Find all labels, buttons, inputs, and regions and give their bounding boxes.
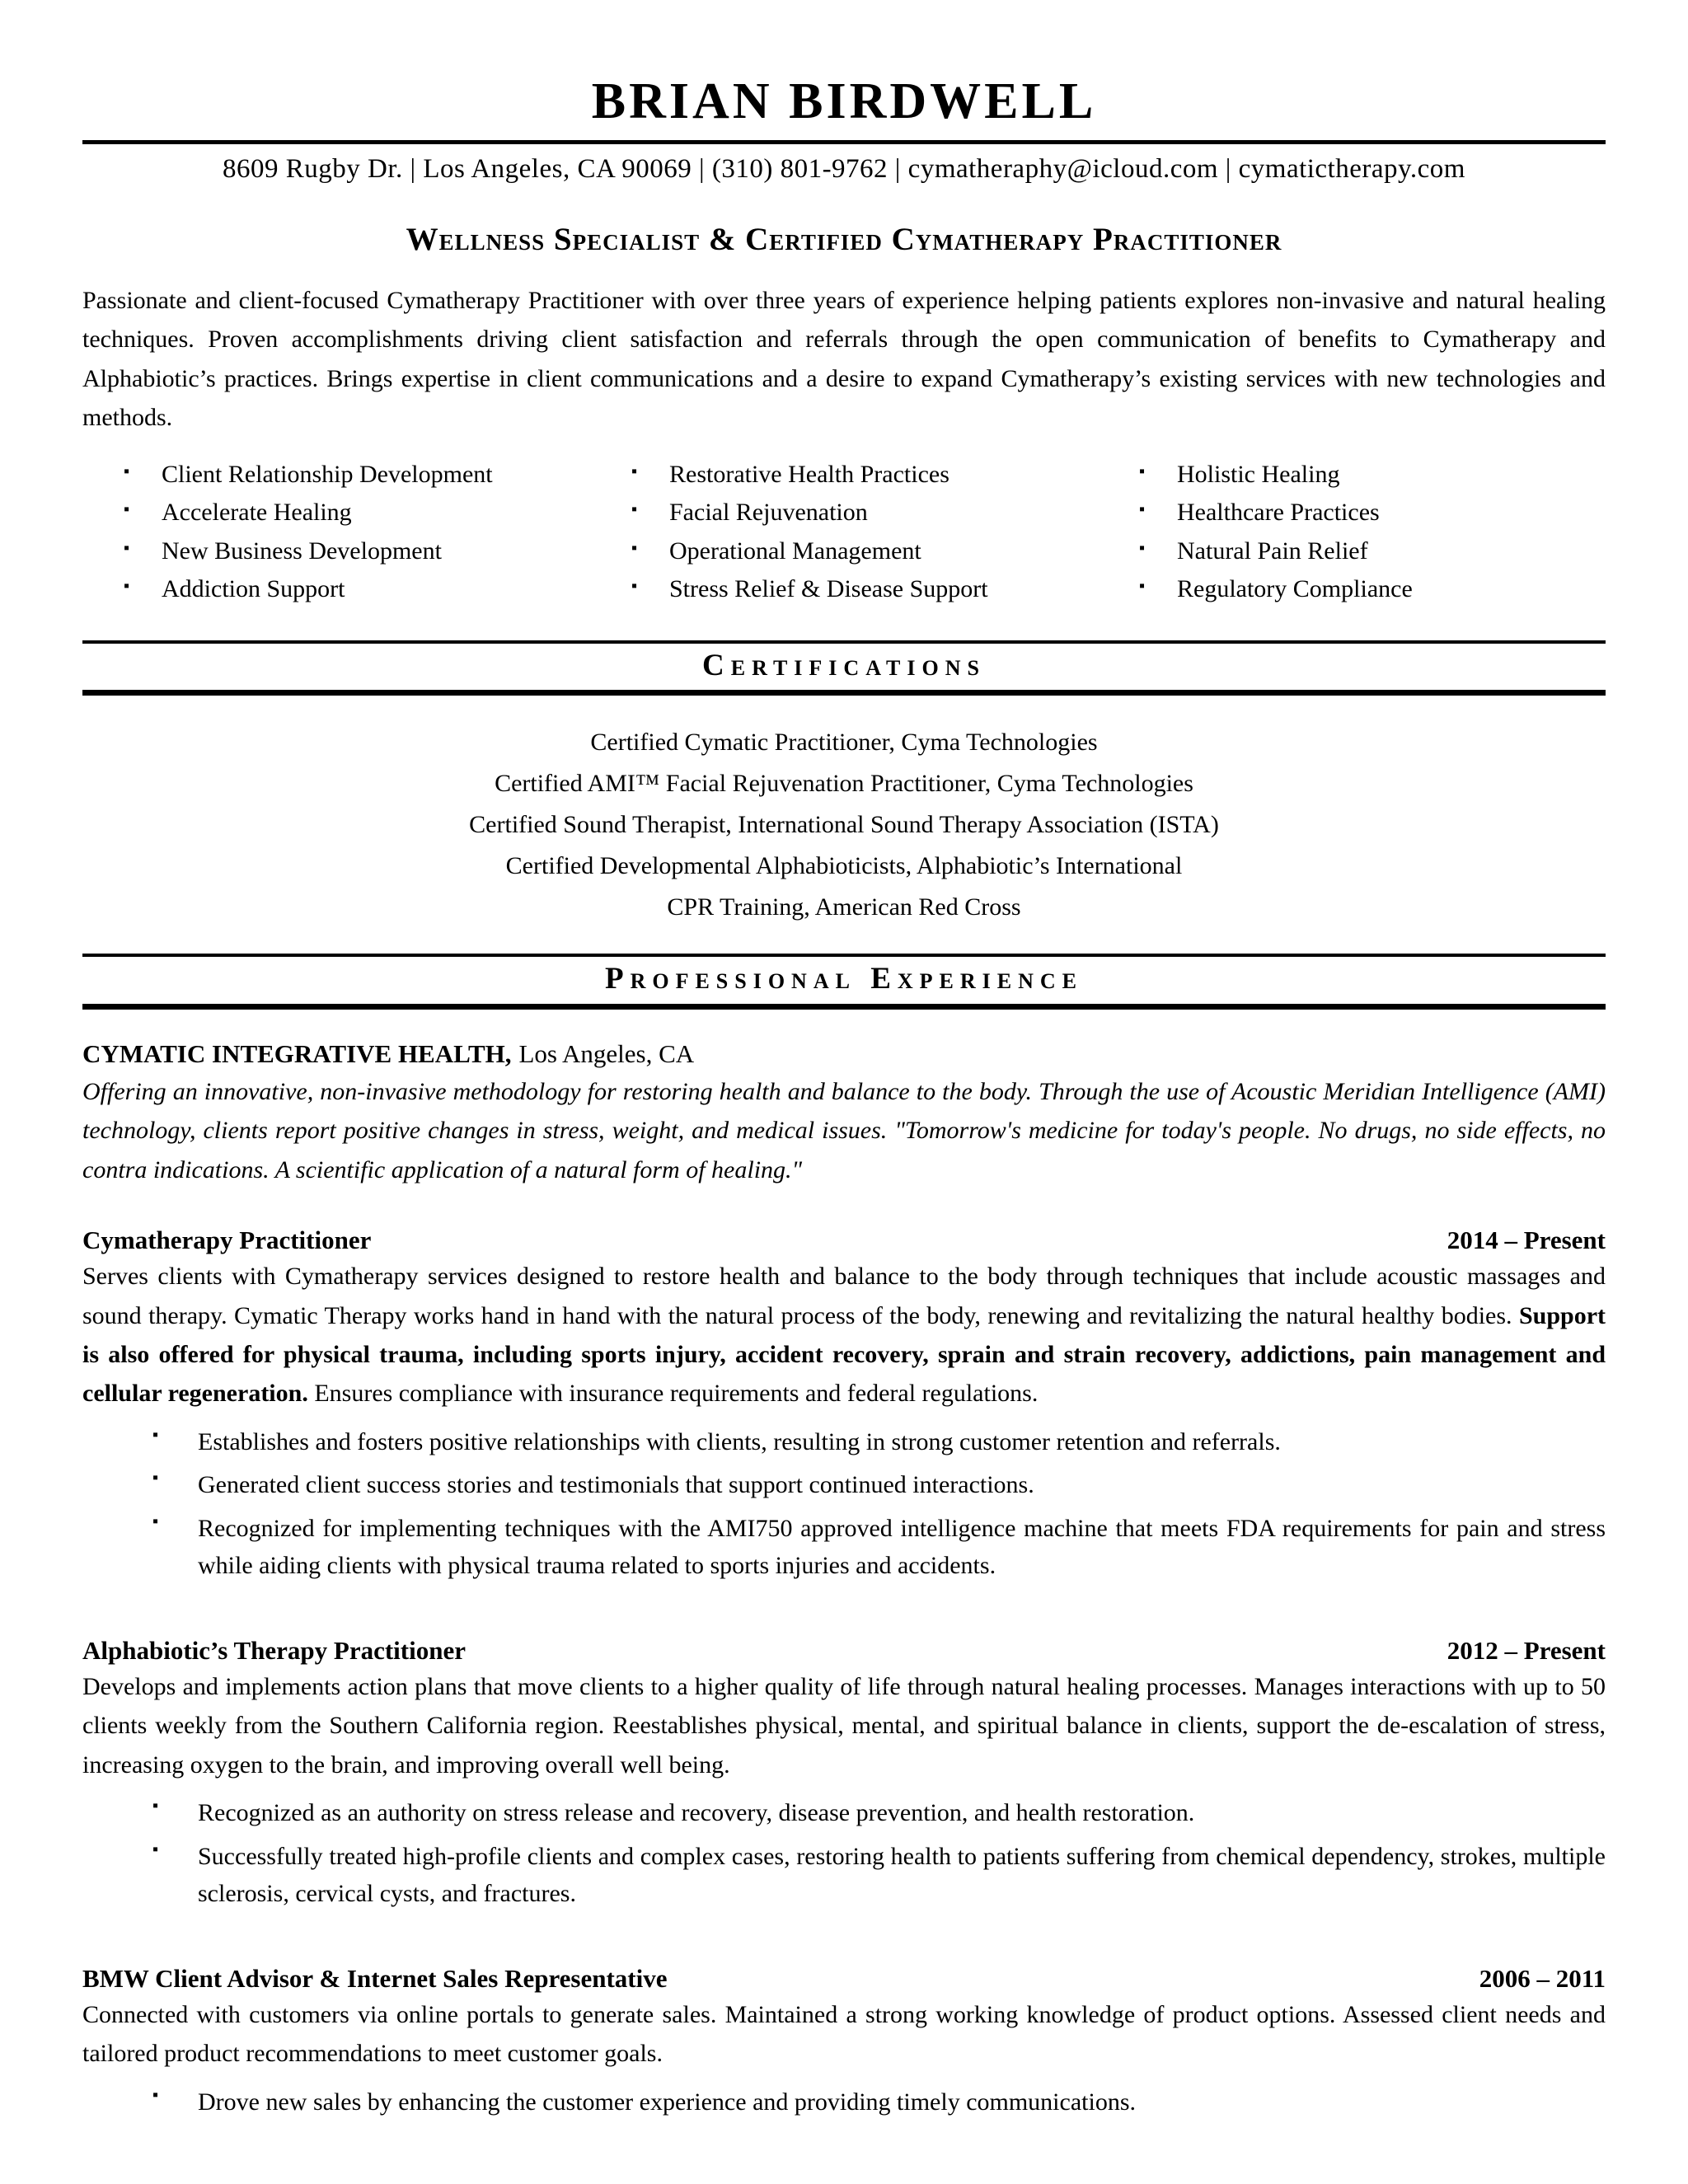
experience-section-header xyxy=(82,954,1606,1010)
certification-item: CPR Training, American Red Cross xyxy=(667,893,1021,921)
skill-label: Regulatory Compliance xyxy=(1177,575,1413,603)
job-dates: 2014 – Present xyxy=(1447,1226,1606,1255)
company-description: Offering an innovative, non-invasive methodology for restoring health and balance to the body. Through the use of Acoustic Meridian Intelligence (AMI) technology, clients report positive changes in stress, weight, and medical issues. "Tomorrow's medicine for today's people. No drugs, no side effects, no contra indications. A scientific application of a natural form of healing." xyxy=(82,1077,1606,1183)
skill-label: Accelerate Healing xyxy=(162,499,352,527)
bullet-item xyxy=(152,1510,1606,1585)
job-header xyxy=(82,1226,1606,1255)
square-bullet-icon: ▪ xyxy=(1139,500,1146,519)
skill-label: Holistic Healing xyxy=(1177,460,1340,488)
job-dates: 2006 – 2011 xyxy=(1479,1964,1606,1993)
certifications-list xyxy=(82,724,1606,926)
skill-item xyxy=(631,574,1098,605)
bullet-item xyxy=(152,2083,1606,2121)
skill-item xyxy=(1139,536,1606,567)
skill-label: Stress Relief & Disease Support xyxy=(669,575,988,603)
square-bullet-icon: ▪ xyxy=(1139,462,1146,480)
contact-line: 8609 Rugby Dr. | Los Angeles, CA 90069 | (310) 801-9762 | cymatheraphy@icloud.com | cymatictherapy.com xyxy=(223,154,1465,184)
header-divider-rule xyxy=(82,140,1606,144)
skill-label: Facial Rejuvenation xyxy=(669,499,868,527)
skill-item xyxy=(1139,459,1606,490)
square-bullet-icon: ▪ xyxy=(631,500,638,519)
job-header xyxy=(82,1964,1606,1994)
company-name: CYMATIC INTEGRATIVE HEALTH, xyxy=(82,1038,512,1068)
bullet-text: Successfully treated high-profile clients and complex cases, restoring health to patients suffering from chemical dependency, strokes, multiple sclerosis, cervical cysts, and fractures. xyxy=(198,1842,1606,1908)
divider-rule xyxy=(82,690,1606,696)
job-title: Cymatherapy Practitioner xyxy=(82,1226,372,1255)
square-bullet-icon: ▪ xyxy=(152,1797,159,1816)
summary-paragraph: Passionate and client-focused Cymatherapy Practitioner with over three years of experience helping patients explores non-invasive and natural healing techniques. Proven accomplishments driving client satisfaction and referrals through the open communication of benefits to Cymatherapy and Alphabiotic’s practices. Brings expertise in client communications and a desire to expand Cymatherapy’s existing services with new technologies and methods. xyxy=(82,287,1606,432)
skills-column-1 xyxy=(82,459,590,612)
square-bullet-icon: ▪ xyxy=(152,1425,159,1444)
job-description-bold-text: Support is also offered for physical trauma, including sports injury, accident recovery, sprain and strain recovery, addictions, pain management and cellular regeneration. xyxy=(82,1301,1606,1408)
bullet-text: Recognized for implementing techniques with the AMI750 approved intelligence machine that meets FDA requirements for pain and stress while aiding clients with physical trauma related to sports injuries and accidents. xyxy=(198,1514,1606,1580)
square-bullet-icon: ▪ xyxy=(1139,538,1146,557)
bullet-item xyxy=(152,1423,1606,1461)
skill-label: Operational Management xyxy=(669,537,921,565)
square-bullet-icon: ▪ xyxy=(631,538,638,557)
job-bullet-list xyxy=(82,1794,1606,1913)
square-bullet-icon: ▪ xyxy=(124,577,130,596)
experience-heading: Professional Experience xyxy=(604,962,1084,996)
skill-label: New Business Development xyxy=(162,537,442,565)
skill-item xyxy=(631,536,1098,567)
skills-columns xyxy=(82,459,1606,612)
skill-item xyxy=(124,497,590,528)
square-bullet-icon: ▪ xyxy=(124,500,130,519)
job-title: Alphabiotic’s Therapy Practitioner xyxy=(82,1636,466,1666)
bullet-item xyxy=(152,1838,1606,1913)
bullet-item xyxy=(152,1794,1606,1832)
job-description xyxy=(82,1667,1606,1784)
skills-column-2 xyxy=(590,459,1098,612)
job-entry-cymatherapy-practitioner xyxy=(82,1226,1606,1585)
bullet-item xyxy=(152,1466,1606,1504)
job-bullet-list xyxy=(82,2083,1606,2121)
certification-item: Certified Cymatic Practitioner, Cyma Technologies xyxy=(590,729,1098,757)
bullet-text: Recognized as an authority on stress release and recovery, disease prevention, and health restoration. xyxy=(198,1799,1195,1827)
certifications-heading: Certifications xyxy=(702,648,986,682)
job-title: BMW Client Advisor & Internet Sales Representative xyxy=(82,1964,668,1993)
job-header xyxy=(82,1636,1606,1666)
square-bullet-icon: ▪ xyxy=(631,462,638,480)
skill-item xyxy=(124,459,590,490)
skill-item xyxy=(1139,574,1606,605)
job-entry-bmw-client-advisor xyxy=(82,1964,1606,2121)
square-bullet-icon: ▪ xyxy=(124,462,130,480)
bullet-text: Generated client success stories and testimonials that support continued interactions. xyxy=(198,1471,1034,1499)
square-bullet-icon: ▪ xyxy=(124,538,130,557)
job-description xyxy=(82,1995,1606,2074)
skill-label: Healthcare Practices xyxy=(1177,499,1380,527)
job-description xyxy=(82,1257,1606,1413)
professional-title: Wellness Specialist & Certified Cymatherapy Practitioner xyxy=(406,222,1282,257)
square-bullet-icon: ▪ xyxy=(152,1840,159,1858)
job-description-text: Serves clients with Cymatherapy services designed to restore health and balance to the body through techniques that include acoustic massages and sound therapy. Cymatic Therapy works hand in hand with the natural process of the body, renewing and revitalizing the natural healthy bodies. xyxy=(82,1263,1606,1329)
certifications-section-header xyxy=(82,640,1606,696)
square-bullet-icon: ▪ xyxy=(152,1469,159,1488)
candidate-name: BRIAN BIRDWELL xyxy=(591,73,1097,129)
bullet-text: Drove new sales by enhancing the customer experience and providing timely communications. xyxy=(198,2088,1136,2116)
certification-item: Certified Sound Therapist, International Sound Therapy Association (ISTA) xyxy=(469,811,1219,839)
job-dates: 2012 – Present xyxy=(1447,1636,1606,1666)
company-location: Los Angeles, CA xyxy=(518,1038,695,1068)
square-bullet-icon: ▪ xyxy=(152,1511,159,1530)
job-description-text: Connected with customers via online portals to generate sales. Maintained a strong working knowledge of product options. Assessed client needs and tailored product recommendations to meet customer goals. xyxy=(82,2001,1606,2068)
skill-item xyxy=(124,574,590,605)
skill-item xyxy=(631,497,1098,528)
job-entry-alphabiotics-therapy-practitioner xyxy=(82,1636,1606,1913)
skill-item xyxy=(631,459,1098,490)
divider-rule xyxy=(82,1004,1606,1010)
skill-item xyxy=(124,536,590,567)
skills-column-3 xyxy=(1098,459,1606,612)
skill-item xyxy=(1139,497,1606,528)
certification-item: Certified AMI™ Facial Rejuvenation Practitioner, Cyma Technologies xyxy=(495,770,1193,798)
square-bullet-icon: ▪ xyxy=(152,2085,159,2104)
square-bullet-icon: ▪ xyxy=(631,577,638,596)
bullet-text: Establishes and fosters positive relationships with clients, resulting in strong customer retention and referrals. xyxy=(198,1427,1281,1455)
company-line xyxy=(82,1039,1606,1069)
skill-label: Restorative Health Practices xyxy=(669,460,950,488)
job-description-text: Ensures compliance with insurance requirements and federal regulations. xyxy=(307,1380,1039,1408)
job-description-text: Develops and implements action plans that move clients to a higher quality of life through natural healing processes. Manages interactions with up to 50 clients weekly from the Southern California region. Reestablishes physical, mental, and spiritual balance in clients, support the de-escalation of stress, increasing oxygen to the brain, and improving overall well being. xyxy=(82,1673,1606,1779)
job-bullet-list xyxy=(82,1423,1606,1585)
square-bullet-icon: ▪ xyxy=(1139,577,1146,596)
skill-label: Natural Pain Relief xyxy=(1177,537,1368,565)
skill-label: Client Relationship Development xyxy=(162,460,493,488)
skill-label: Addiction Support xyxy=(162,575,345,603)
certification-item: Certified Developmental Alphabioticists, Alphabiotic’s International xyxy=(505,852,1183,880)
